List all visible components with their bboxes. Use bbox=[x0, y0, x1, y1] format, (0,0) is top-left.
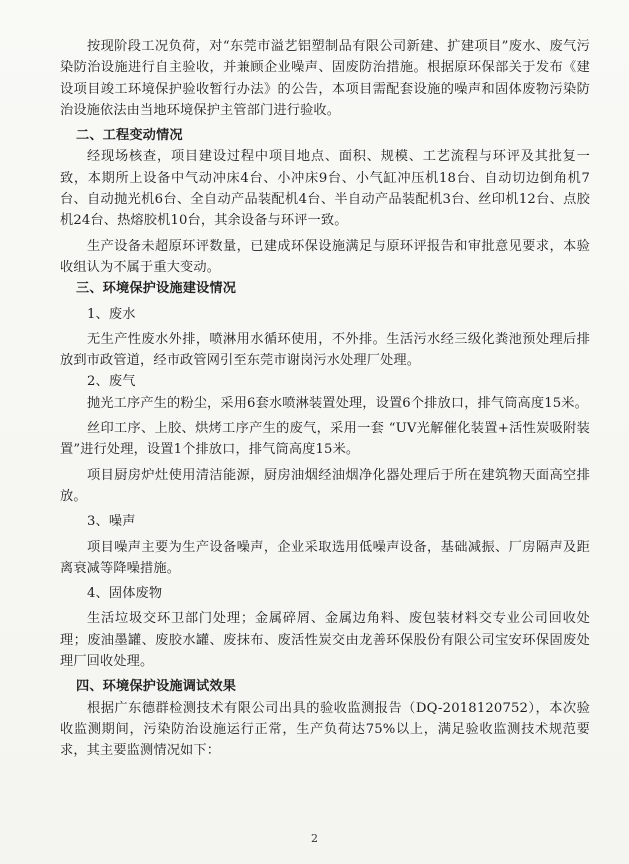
paragraph-intro: 按现阶段工况负荷，对“东莞市溢艺铝塑制品有限公司新建、扩建项目”废水、废气污染防治设施进行自主验收，并兼顾企业噪声、固废防治措施。根据原环保部关于发布《建设项目竣工环境保护验收暂行办法》的公告，本项目需配套设施的噪声和固体废物污染防治设施依法由当地环境保护主管部门进行验收。 bbox=[60, 39, 590, 118]
subheading-waste-gas: 2、废气 bbox=[87, 374, 136, 390]
heading-env-facilities: 三、环境保护设施建设情况 bbox=[76, 281, 237, 297]
paragraph-printing-gas: 丝印工序、上胶、烘烤工序产生的废气，采用一套 “UV光解催化装置+活性炭吸附装置”进行处理，设置1个排放口，排气筒高度15米。 bbox=[60, 421, 590, 458]
subheading-noise: 3、噪声 bbox=[87, 514, 136, 530]
paragraph-site-check: 经现场核查，项目建设过程中项目地点、面积、规模、工艺流程与环评及其批复一致，本期所上设备中气动冲床4台、小冲床9台、小气缸冲压机18台、自动切边倒角机7台、自动抛光机6台、全自动产品装配机4台、半自动产品装配机3台、丝印机12台、点胶机24台、热熔胶机10台，其余设备与环评一致。 bbox=[60, 149, 590, 229]
paragraph-equipment-conclusion: 生产设备未超原环评数量，已建成环保设施满足与原环评报告和审批意见要求，本验收组认为不属于重大变动。 bbox=[60, 238, 590, 275]
page-number: 2 bbox=[311, 832, 318, 845]
paragraph-polishing-dust: 抛光工序产生的粉尘，采用6套水喷淋装置处理，设置6个排放口，排气筒高度15米。 bbox=[87, 395, 588, 411]
paragraph-noise: 项目噪声主要为生产设备噪声，企业采取选用低噪声设备，基础减振、厂房隔声及距离衰减等降噪措施。 bbox=[60, 539, 590, 576]
paragraph-monitoring-report: 根据广东德群检测技术有限公司出具的验收监测报告（DQ-2018120752），本次验收监测期间，污染防治设施运行正常，生产负荷达75%以上，满足验收监测技术规范要求，其主要监测情况如下： bbox=[60, 700, 590, 759]
paragraph-wastewater: 无生产性废水外排，喷淋用水循环使用，不外排。生活污水经三级化粪池预处理后排放到市政管道，经市政管网引至东莞市谢岗污水处理厂处理。 bbox=[60, 331, 590, 369]
subheading-wastewater: 1、废水 bbox=[87, 306, 136, 322]
heading-project-changes: 二、工程变动情况 bbox=[76, 128, 183, 144]
paragraph-solid-waste: 生活垃圾交环卫部门处理；金属碎屑、金属边角料、废包装材料交专业公司回收处理；废油墨罐、废胶水罐、废抹布、废活性炭交由龙善环保股份有限公司宝安环保固废处理厂回收处理。 bbox=[60, 611, 590, 670]
page-body bbox=[60, 36, 590, 762]
heading-commissioning-results: 四、环境保护设施调试效果 bbox=[76, 679, 237, 695]
subheading-solid-waste: 4、固体废物 bbox=[87, 586, 163, 602]
paragraph-kitchen-fumes: 项目厨房炉灶使用清洁能源，厨房油烟经油烟净化器处理后于所在建筑物天面高空排放。 bbox=[60, 467, 590, 504]
